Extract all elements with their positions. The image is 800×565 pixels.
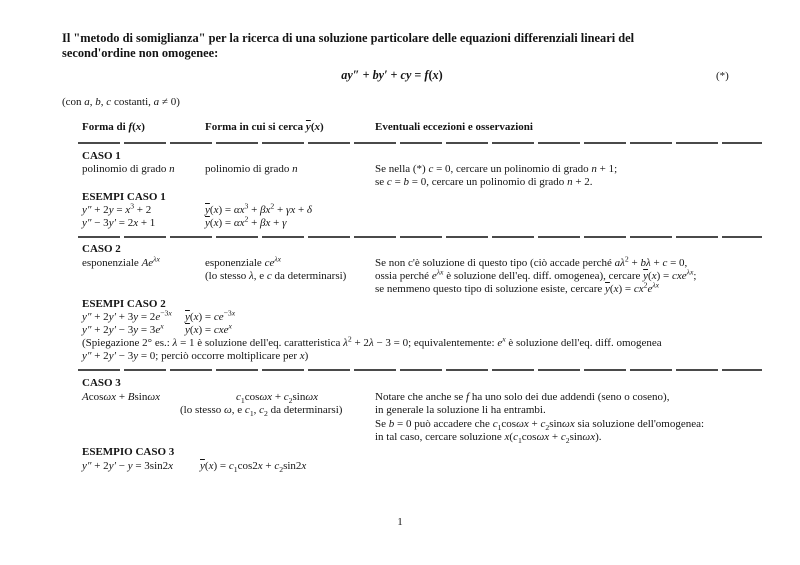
caso2-ybar-form-note: (lo stesso λ, e c da determinarsi) [205, 270, 347, 282]
page-number: 1 [397, 516, 403, 528]
caso3-note-line1: Notare che anche se f ha uno solo dei due addendi (seno o coseno), [375, 391, 670, 403]
caso2-f-form: esponenziale $Ae^{\lambda x}$ [82, 254, 160, 269]
caso2-note-line3: se nemmeno questo tipo di soluzione esiste, cercare $\overline{y}(x) = cx^2e^{\lambda x}$ [375, 280, 660, 295]
caso1-ybar-form: polinomio di grado n [205, 163, 298, 175]
col-header-f-form: Forma di f(x) [82, 121, 145, 133]
caso1-note-line1: Se nella (*) c = 0, cercare un polinomio di grado n + 1; [375, 163, 618, 175]
separator-line-2 [78, 236, 762, 238]
caso3-ybar-form-note: (lo stesso ω, e $c_1$, $c_2$ da determinarsi) [180, 404, 343, 419]
esempio-caso3-equation: y″ + 2y′ − y = 3sin2x [82, 460, 174, 472]
main-equation: ay″ + by′ + cy = f(x) [341, 68, 443, 82]
col-header-notes: Eventuali eccezioni e osservazioni [375, 121, 533, 133]
caso2-note-line1: Se non c'è soluzione di questo tipo (ciò accade perché $a\lambda^2 + b\lambda + c = 0$, [375, 254, 688, 269]
equation-tag: (*) [716, 70, 729, 82]
separator-line-3 [78, 369, 762, 371]
caso2-note-line2: ossia perché $e^{\lambda x}$ è soluzione dell'eq. diff. omogenea), cercare $\overline{y}(x) = cxe^{\lambda x}$; [375, 267, 697, 282]
col-header-ybar-form: Forma in cui si cerca $\overline{y}(x)$ [205, 121, 324, 133]
esempi-caso2-ex1-equation: $y'' + 2y' + 3y = 2e^{-3x}$ [82, 308, 172, 323]
caso3-f-form: Acosωx + Bsinωx [82, 391, 161, 403]
esempi-caso1-ex1-solution: $\overline{y}(x) = \alpha x^3 + \beta x^2 + \gamma x + \delta$ [205, 201, 313, 216]
caso3-note-line2: in generale la soluzione li ha entrambi. [375, 404, 546, 416]
caso3-note-line3: Se b = 0 può accadere che $c_1\cos\omega x + c_2\sin\omega x$ sia soluzione dell'omogenea: [375, 418, 705, 433]
esempi-caso2-ex2-equation: $y'' + 2y' - 3y = 3e^x$ [82, 321, 164, 336]
esempio-caso3-solution: $\overline{y}(x) = c_1\cos 2x + c_2\sin 2x$ [200, 460, 307, 475]
esempi-caso1-ex2-solution: $\overline{y}(x) = \alpha x^2 + \beta x + \gamma$ [205, 214, 287, 229]
caso3-note-line4: in tal caso, cercare soluzione $x(c_1\cos\omega x + c_2\sin\omega x)$. [375, 431, 602, 446]
esempi-caso1-ex2-equation: y″ − 3y′ = 2x + 1 [82, 217, 156, 229]
caso1-heading: CASO 1 [82, 150, 121, 162]
esempi-caso2-explanation-line1: (Spiegazione 2° es.: λ = 1 è soluzione dell'eq. caratteristica $\lambda^2 + 2\lambda - 3 = 0$; equivalentemente: $e^x$ è soluzione dell'eq. diff. omogenea [82, 334, 662, 349]
caso1-note-line2: se c = b = 0, cercare un polinomio di grado n + 2. [375, 176, 593, 188]
caso1-f-form: polinomio di grado n [82, 163, 175, 175]
esempi-caso1-ex1-equation: $y'' + 2y = x^3 + 2$ [82, 201, 152, 216]
caso3-heading: CASO 3 [82, 377, 121, 389]
doc-title-line2: second'ordine non omogenee: [62, 46, 219, 60]
esempi-caso2-ex1-solution: $\overline{y}(x) = ce^{-3x}$ [185, 308, 236, 323]
esempi-caso1-heading: ESEMPI CASO 1 [82, 191, 166, 203]
doc-title-line1: Il "metodo di somiglianza" per la ricerca di una soluzione particolare delle equazioni differenziali lineari del [62, 31, 635, 45]
esempi-caso2-ex2-solution: $\overline{y}(x) = cxe^x$ [185, 321, 232, 336]
caso3-ybar-form: $c_1\cos\omega x + c_2\sin\omega x$ [236, 391, 319, 406]
esempio-caso3-heading: ESEMPIO CASO 3 [82, 446, 175, 458]
esempi-caso2-explanation-line2: y″ + 2y′ − 3y = 0; perciò occorre moltiplicare per x) [82, 350, 309, 362]
esempi-caso2-heading: ESEMPI CASO 2 [82, 298, 166, 310]
caso2-heading: CASO 2 [82, 243, 121, 255]
caso2-ybar-form: esponenziale $ce^{\lambda x}$ [205, 254, 282, 269]
separator-line-1 [78, 142, 762, 144]
constraint-note: (con a, b, c costanti, a ≠ 0) [62, 96, 180, 108]
